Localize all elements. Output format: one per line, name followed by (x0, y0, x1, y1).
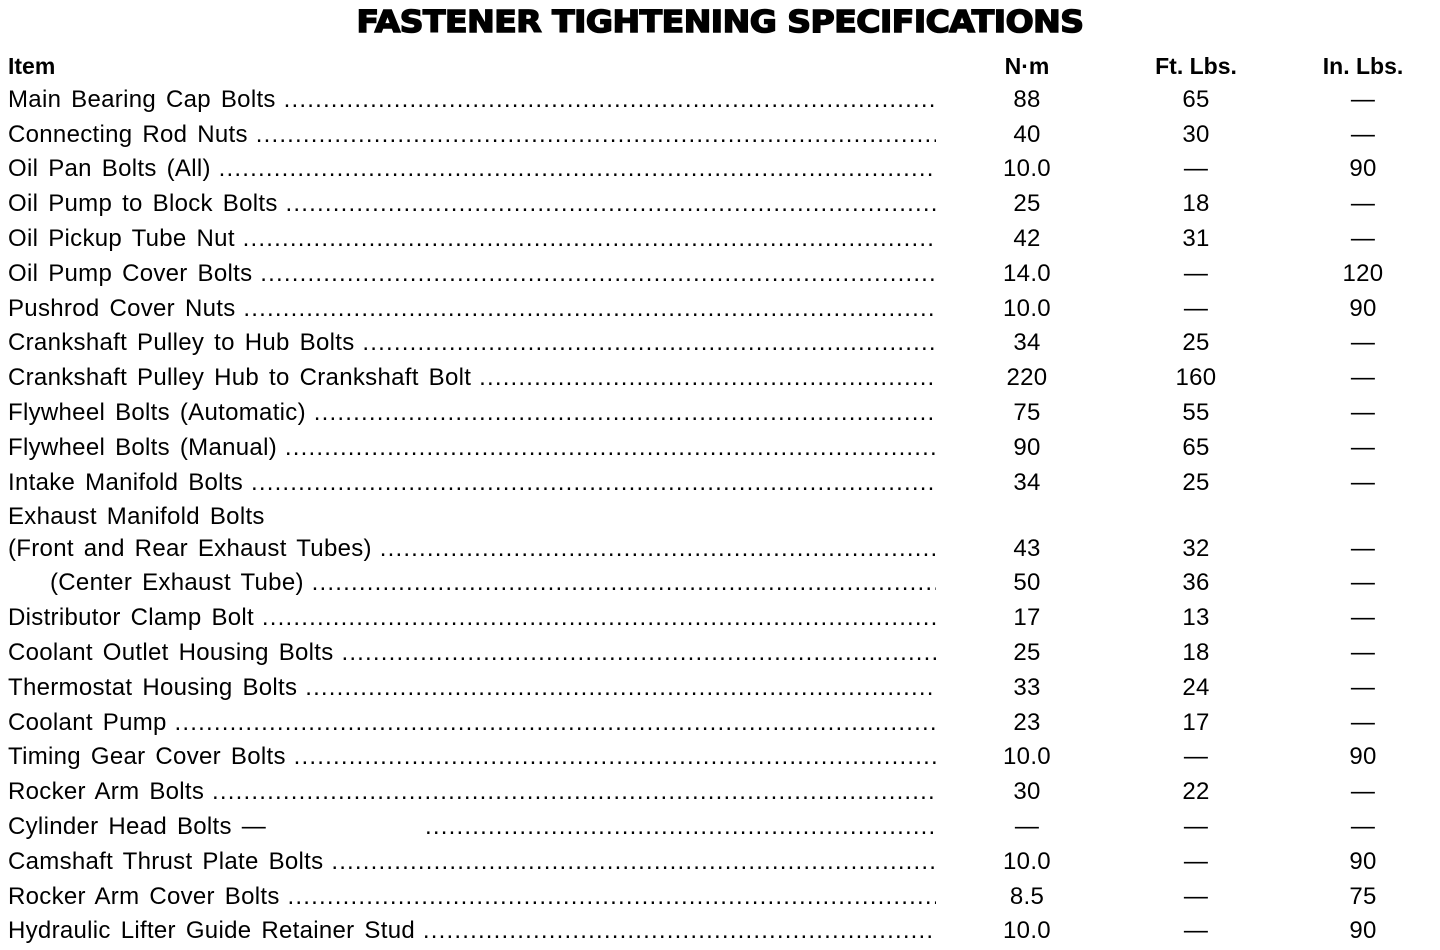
table-row (0, 879, 1440, 914)
table-row (0, 256, 1440, 291)
ft-lbs-value: — (1183, 259, 1209, 287)
ft-lbs-value: 65 (1182, 85, 1210, 113)
table-row (0, 186, 1440, 221)
item-label: Coolant Outlet Housing Bolts ..... (8, 636, 936, 670)
item-cell (8, 601, 936, 635)
item-label: Thermostat Housing Bolts ..... (8, 671, 936, 705)
item-label: Rocker Arm Bolts ..... (8, 775, 936, 809)
item-cell (50, 566, 936, 600)
nm-value: 50 (1013, 569, 1041, 597)
ft-lbs-value: — (1183, 847, 1209, 875)
in-lbs-value: — (1350, 673, 1376, 701)
leader-dots (425, 810, 936, 844)
item-label: Connecting Rod Nuts ..... (8, 118, 936, 152)
ft-lbs-value: 25 (1182, 329, 1210, 357)
ft-lbs-value: — (1183, 743, 1209, 771)
in-lbs-value: — (1350, 778, 1376, 806)
ft-lbs-value: 160 (1175, 364, 1217, 392)
nm-value: 75 (1013, 398, 1041, 426)
item-label: Oil Pan Bolts (All) ..... (8, 152, 936, 186)
item-label: (Center Exhaust Tube) ..... (50, 566, 936, 600)
page-title: FASTENER TIGHTENING SPECIFICATIONS (356, 3, 1084, 40)
column-header-item: Item (8, 53, 56, 79)
ft-lbs-value: 18 (1182, 190, 1210, 218)
item-label: Timing Gear Cover Bolts ..... (8, 740, 936, 774)
item-label: Intake Manifold Bolts ..... (8, 466, 936, 500)
nm-value: 10.0 (1003, 155, 1051, 183)
ft-lbs-value: 31 (1182, 224, 1210, 252)
nm-value: 25 (1013, 190, 1041, 218)
item-label: Coolant Pump ..... (8, 706, 936, 740)
item-label: Main Bearing Cap Bolts ..... (8, 83, 936, 117)
table-row (0, 566, 1440, 601)
in-lbs-value: 90 (1349, 847, 1377, 875)
table-row (0, 705, 1440, 740)
item-cell (8, 466, 936, 500)
in-lbs-value: — (1350, 85, 1376, 113)
item-cell (8, 845, 936, 879)
in-lbs-value: 90 (1349, 294, 1377, 322)
nm-value: — (1014, 812, 1040, 840)
item-label: Crankshaft Pulley to Hub Bolts ..... (8, 326, 936, 360)
item-cell (8, 187, 936, 221)
ft-lbs-value: 13 (1182, 604, 1210, 632)
table-row (0, 291, 1440, 326)
item-cell (8, 671, 936, 705)
item-cell (8, 502, 936, 566)
table-row (0, 914, 1440, 949)
spec-table (0, 82, 1440, 948)
nm-value: 34 (1013, 468, 1041, 496)
table-row (0, 152, 1440, 187)
column-header-nm: N·m (1004, 53, 1050, 79)
nm-value: 14.0 (1003, 259, 1051, 287)
nm-value: 10.0 (1003, 917, 1051, 945)
in-lbs-value: — (1350, 604, 1376, 632)
in-lbs-value: — (1350, 708, 1376, 736)
nm-value: 34 (1013, 329, 1041, 357)
item-cell (8, 83, 936, 117)
ft-lbs-value: 25 (1182, 468, 1210, 496)
nm-value: 88 (1013, 85, 1041, 113)
nm-value: 25 (1013, 638, 1041, 666)
in-lbs-value: 90 (1349, 155, 1377, 183)
table-row (0, 360, 1440, 395)
item-label: Cylinder Head Bolts — (8, 812, 267, 840)
ft-lbs-value: 55 (1182, 398, 1210, 426)
item-cell (8, 636, 936, 670)
ft-lbs-value: 30 (1182, 120, 1210, 148)
table-row (0, 774, 1440, 809)
column-header-ft-lbs: Ft. Lbs. (1155, 53, 1237, 79)
nm-value: 43 (1013, 534, 1041, 562)
ft-lbs-value: 65 (1182, 433, 1210, 461)
item-label: Distributor Clamp Bolt ..... (8, 601, 936, 635)
in-lbs-value: — (1350, 433, 1376, 461)
ft-lbs-value: — (1183, 155, 1209, 183)
nm-value: 90 (1013, 433, 1041, 461)
item-label: Camshaft Thrust Plate Bolts ..... (8, 845, 936, 879)
item-cell (8, 118, 936, 152)
ft-lbs-value: 18 (1182, 638, 1210, 666)
table-header (0, 51, 1440, 81)
ft-lbs-value: 17 (1182, 708, 1210, 736)
ft-lbs-value: 24 (1182, 673, 1210, 701)
table-row (0, 600, 1440, 635)
column-header-in-lbs: In. Lbs. (1322, 53, 1404, 79)
table-row (0, 635, 1440, 670)
in-lbs-value: — (1350, 398, 1376, 426)
item-cell (8, 740, 936, 774)
in-lbs-value: — (1350, 468, 1376, 496)
ft-lbs-value: 32 (1182, 534, 1210, 562)
ft-lbs-value: 36 (1182, 569, 1210, 597)
table-row (0, 809, 1440, 844)
item-label: Oil Pump to Block Bolts ..... (8, 187, 936, 221)
nm-value: 23 (1013, 708, 1041, 736)
item-cell (8, 361, 936, 395)
item-cell (8, 706, 936, 740)
in-lbs-value: — (1350, 534, 1376, 562)
table-row (0, 670, 1440, 705)
table-row (0, 221, 1440, 256)
table-row (0, 82, 1440, 117)
in-lbs-value: — (1350, 364, 1376, 392)
item-cell (8, 222, 936, 256)
table-row (0, 844, 1440, 879)
nm-value: 30 (1013, 778, 1041, 806)
ft-lbs-value: — (1183, 294, 1209, 322)
item-cell (8, 914, 936, 948)
item-cell (8, 257, 936, 291)
table-row (0, 326, 1440, 361)
nm-value: 220 (1006, 364, 1048, 392)
in-lbs-value: — (1350, 569, 1376, 597)
in-lbs-value: — (1350, 638, 1376, 666)
nm-value: 42 (1013, 224, 1041, 252)
item-cell (8, 292, 936, 326)
item-label: (Front and Rear Exhaust Tubes) ..... (8, 532, 936, 566)
table-row (0, 465, 1440, 500)
ft-lbs-value: — (1183, 917, 1209, 945)
nm-value: 10.0 (1003, 847, 1051, 875)
table-row (0, 430, 1440, 465)
item-cell (8, 152, 936, 186)
item-cell (8, 431, 936, 465)
table-row (0, 117, 1440, 152)
ft-lbs-value: — (1183, 882, 1209, 910)
nm-value: 40 (1013, 120, 1041, 148)
ft-lbs-value: 22 (1182, 778, 1210, 806)
ft-lbs-value: — (1183, 812, 1209, 840)
nm-value: 10.0 (1003, 743, 1051, 771)
nm-value: 17 (1013, 604, 1041, 632)
in-lbs-value: — (1350, 120, 1376, 148)
in-lbs-value: 120 (1342, 259, 1384, 287)
in-lbs-value: 90 (1349, 917, 1377, 945)
item-label: Oil Pickup Tube Nut ..... (8, 222, 936, 256)
in-lbs-value: — (1350, 812, 1376, 840)
nm-value: 8.5 (1009, 882, 1045, 910)
table-row (0, 740, 1440, 775)
item-label: Oil Pump Cover Bolts ..... (8, 257, 936, 291)
item-label: Flywheel Bolts (Automatic) ..... (8, 396, 936, 430)
table-row (0, 500, 1440, 566)
in-lbs-value: — (1350, 329, 1376, 357)
in-lbs-value: 90 (1349, 743, 1377, 771)
item-label: Crankshaft Pulley Hub to Crankshaft Bolt ..... (8, 361, 936, 395)
item-cell (8, 326, 936, 360)
nm-value: 10.0 (1003, 294, 1051, 322)
item-group-heading: Exhaust Manifold Bolts (8, 502, 265, 530)
item-label: Pushrod Cover Nuts ..... (8, 292, 936, 326)
item-cell (8, 775, 936, 809)
in-lbs-value: 75 (1349, 882, 1377, 910)
item-cell (8, 396, 936, 430)
table-row (0, 395, 1440, 430)
in-lbs-value: — (1350, 224, 1376, 252)
nm-value: 33 (1013, 673, 1041, 701)
item-label: Rocker Arm Cover Bolts ..... (8, 880, 936, 914)
item-label: Flywheel Bolts (Manual) ..... (8, 431, 936, 465)
item-cell (8, 880, 936, 914)
in-lbs-value: — (1350, 190, 1376, 218)
item-label: Hydraulic Lifter Guide Retainer Stud ..... (8, 914, 936, 948)
